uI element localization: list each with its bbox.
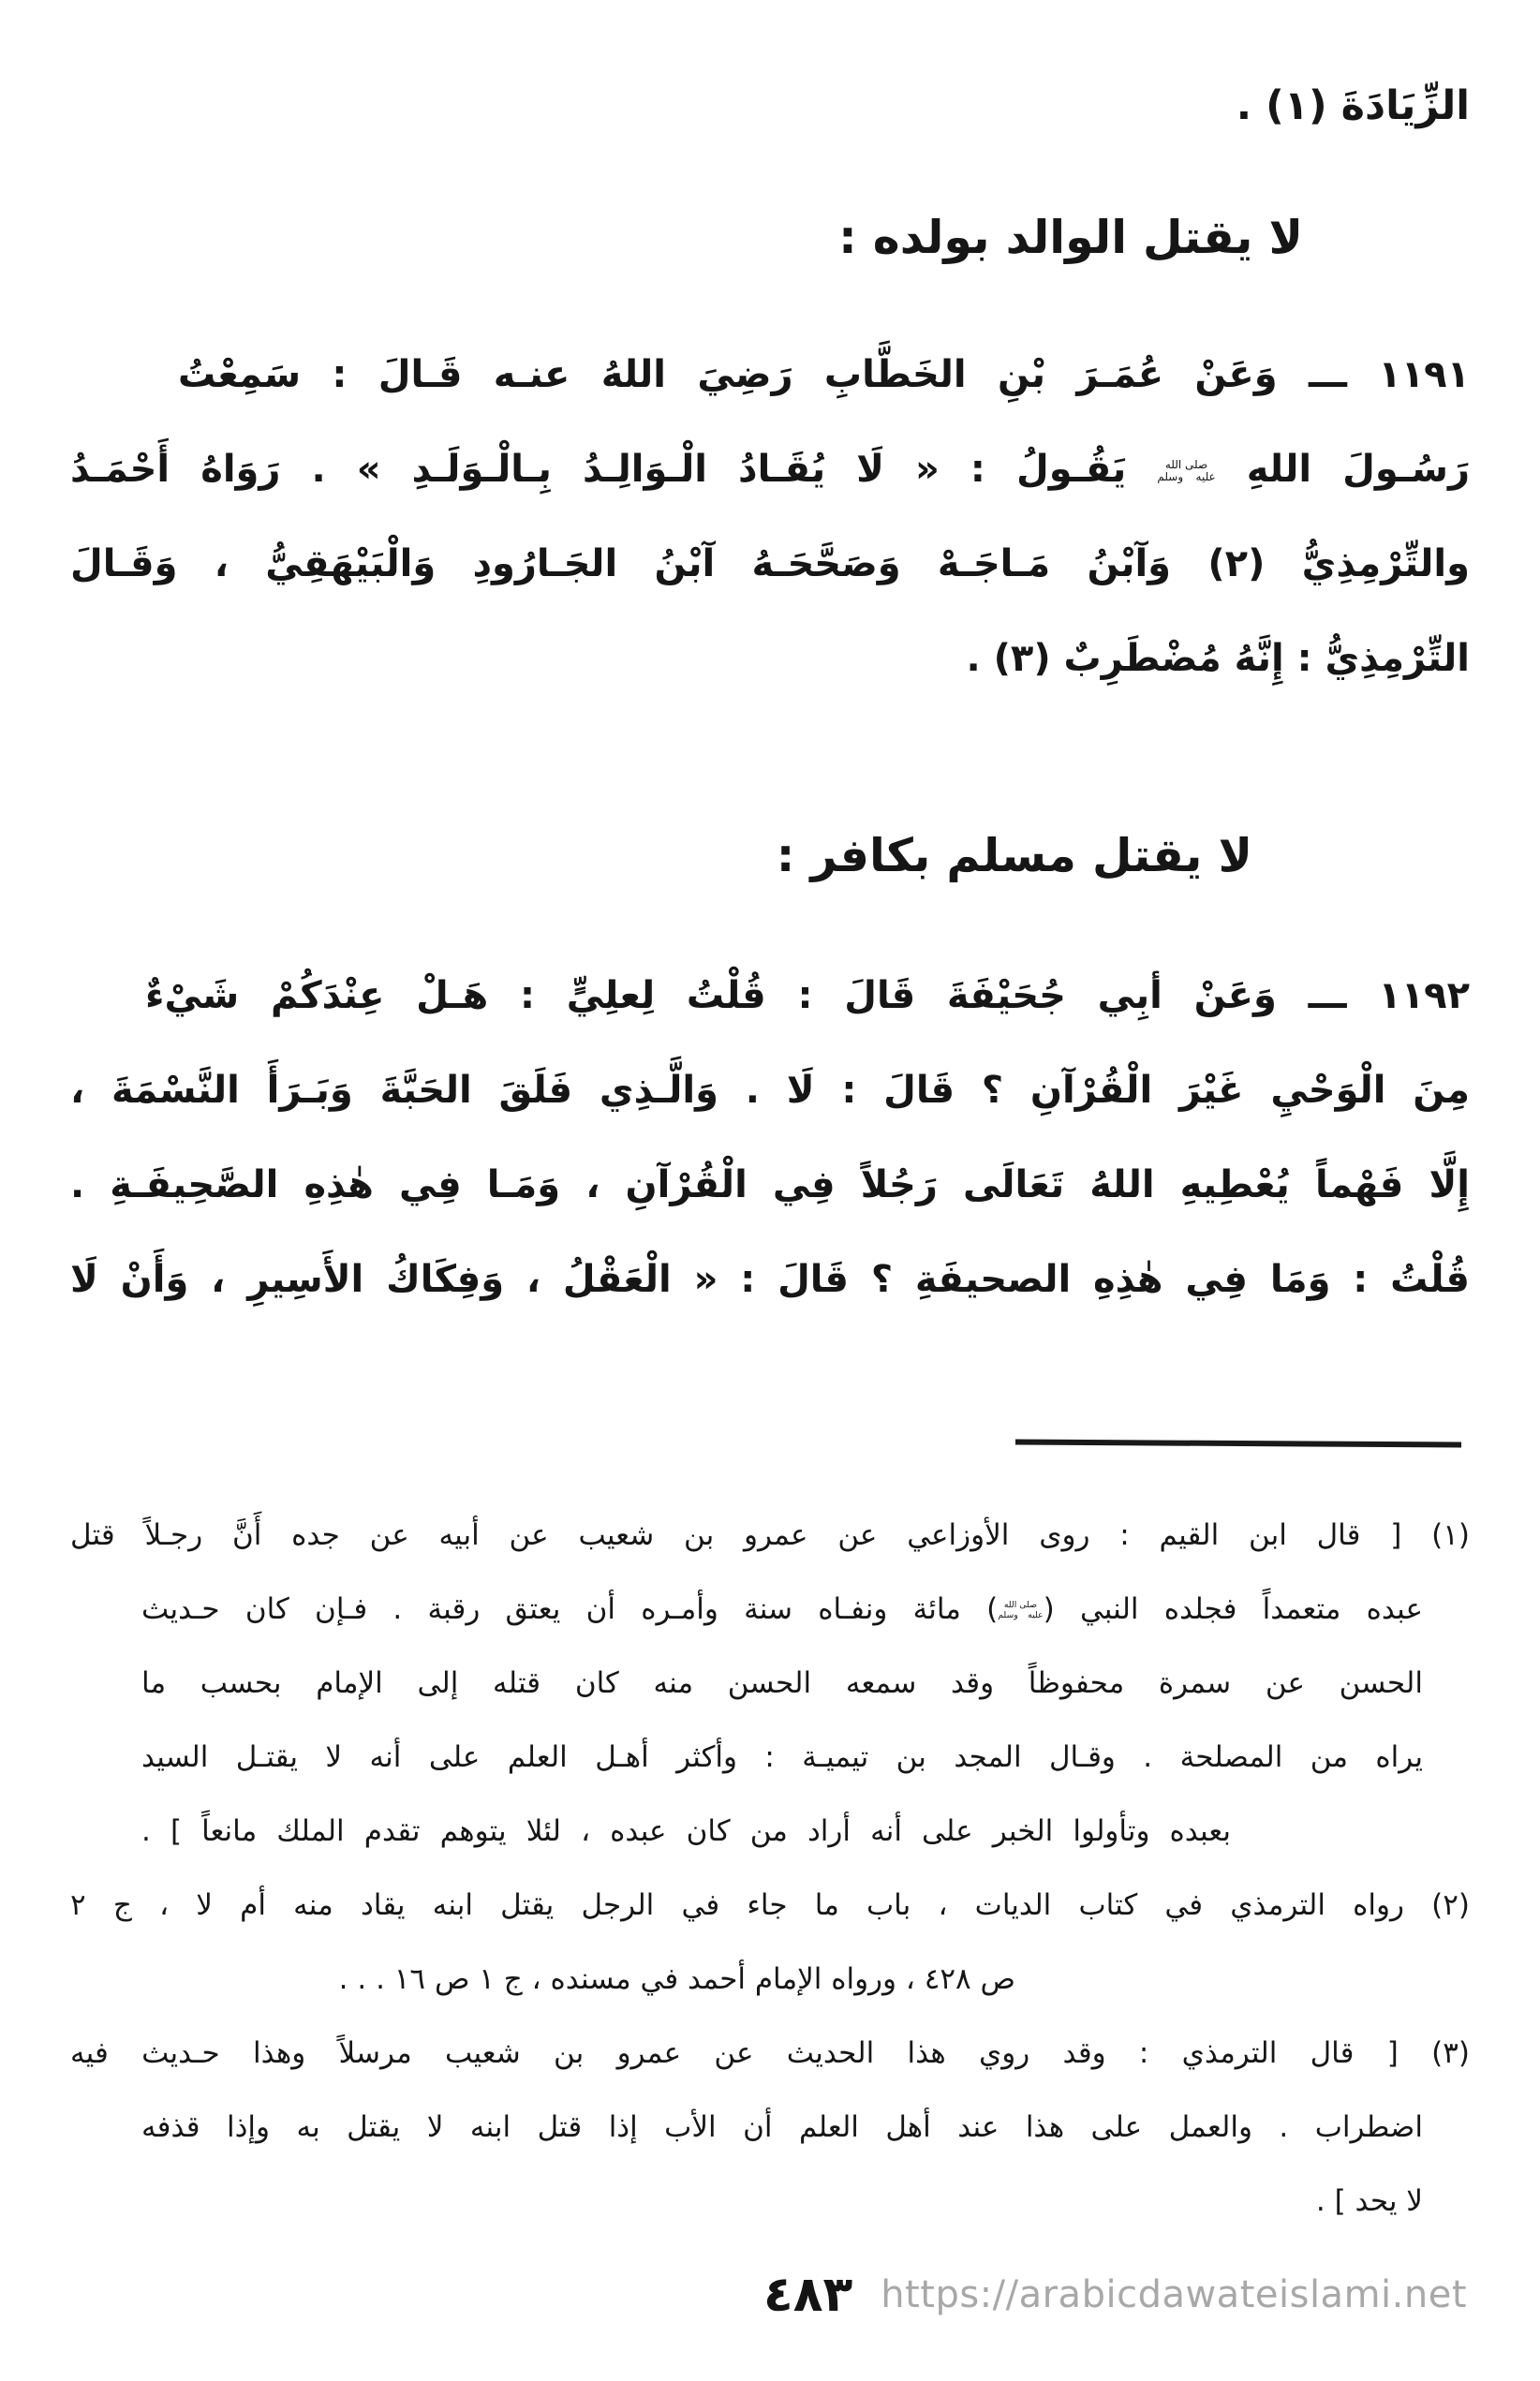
footnote-3 [70, 2017, 1470, 2239]
text-line: ١١٩١ ـــ وَعَنْ عُمَـرَ بْنِ الخَطَّابِ رَضِيَ اللهُ عنـه قَـالَ : سَمِعْتُ [178, 353, 1470, 396]
text-line: والتِّرْمِذِيُّ (٢) وَآبْنُ مَـاجَـهْ وَصَحَّحَـهُ آبْنُ الجَـارُودِ وَالْبَيْهَقِيُّ ، وَقَـالَ [70, 542, 1470, 585]
page-number: ٤٨٣ [763, 2267, 853, 2323]
footnotes-block [70, 1499, 1470, 2239]
footnote-line: (١) [ قال ابن القيم : روى الأوزاعي عن عمرو بن شعيب عن أبيه عن جده أَنَّ رجـلاً قتل [70, 1518, 1470, 1552]
text-line: قُلْتُ : وَمَا فِي هٰذِهِ الصحيفَةِ ؟ قَالَ : « الْعَقْلُ ، وَفِكَاكُ الأَسِيرِ ، وَأَنْ لَا [70, 1258, 1470, 1301]
text-line: إِلَّا فَهْماً يُعْطِيهِ اللهُ تَعَالَى رَجُلاً فِي الْقُرْآنِ ، وَمَـا فِي هٰذِهِ الصَّحِيفَـةِ . [70, 1163, 1470, 1206]
footnote-line: الحسن عن سمرة محفوظاً وقد سمعه الحسن منه كان قتله إلى الإمام بحسب ما [141, 1666, 1423, 1700]
hadith-1191-paragraph [70, 328, 1470, 706]
text-line: رَسُـولَ اللهِ صلى الله عليه وسلم يَقُـولُ : « لَا يُقَـادُ الْـوَالِـدُ بِـالْـوَلَـدِ » . رَوَاهُ أَحْمَـدُ [70, 448, 1470, 491]
footnote-line: ص ٤٢٨ ، ورواه الإمام أحمد في مسنده ، ج ١ ص ١٦ . . . [338, 1962, 1015, 1996]
footnote-2 [70, 1869, 1470, 2017]
footnote-line: لا يحد ] . [1315, 2184, 1423, 2218]
section-heading-muslim-not-killed-for-kafir: لا يقتل مسلم بكافر : [776, 829, 1252, 882]
footnote-line: بعبده وتأولوا الخبر على أنه أراد من كان عبده ، لئلا يتوهم تقدم الملك مانعاً ] . [141, 1814, 1231, 1848]
footnote-line: اضطراب . والعمل على هذا عند أهل العلم أن الأب إذا قتل ابنه لا يقتل به وإذا قذفه [141, 2110, 1423, 2144]
footnote-line: عبده متعمداً فجلده النبي (صلى الله عليه وسلم) مائة ونفـاه سنة وأمـره أن يعتق رقبة . فـإن كان حـديث [141, 1592, 1423, 1626]
footnote-line: (٢) رواه الترمذي في كتاب الديات ، باب ما جاء في الرجل يقتل ابنه يقاد منه أم لا ، ج ٢ [70, 1888, 1470, 1922]
footnote-line: يراه من المصلحة . وقـال المجد بن تيميـة : وأكثر أهـل العلم على أنه لا يقتـل السيد [141, 1740, 1423, 1774]
section-heading-father-not-killed-for-child: لا يقتل الوالد بولده : [838, 211, 1303, 264]
watermark-url: https://arabicdawateislami.net [881, 2273, 1467, 2316]
pbuh-seal-icon: صلى الله عليه وسلم [998, 1600, 1044, 1620]
text-line: مِنَ الْوَحْيِ غَيْرَ الْقُرْآنِ ؟ قَالَ : لَا . وَالَّـذِي فَلَقَ الحَبَّةَ وَبَـرَأَ النَّسْمَةَ ، [70, 1069, 1470, 1112]
pbuh-seal-icon: صلى الله عليه وسلم [1157, 457, 1216, 483]
hadith-1192-paragraph [70, 949, 1470, 1327]
continuation-line: الزِّيَادَةَ (١) . [1236, 82, 1470, 129]
footnote-divider [1015, 1440, 1461, 1448]
text-line: ١١٩٢ ـــ وَعَنْ أبِي جُحَيْفَةَ قَالَ : قُلْتُ لِعلِيٍّ : هَـلْ عِنْدَكُمْ شَيْءٌ [145, 974, 1470, 1017]
footnote-line: (٣) [ قال الترمذي : وقد روي هذا الحديث عن عمرو بن شعيب مرسلاً وهذا حـديث فيه [70, 2036, 1470, 2070]
text-line: التِّرْمِذِيُّ : إِنَّهُ مُضْطَرِبٌ (٣) . [966, 637, 1470, 680]
footnote-1 [70, 1499, 1470, 1869]
page-footer [763, 2267, 1467, 2323]
